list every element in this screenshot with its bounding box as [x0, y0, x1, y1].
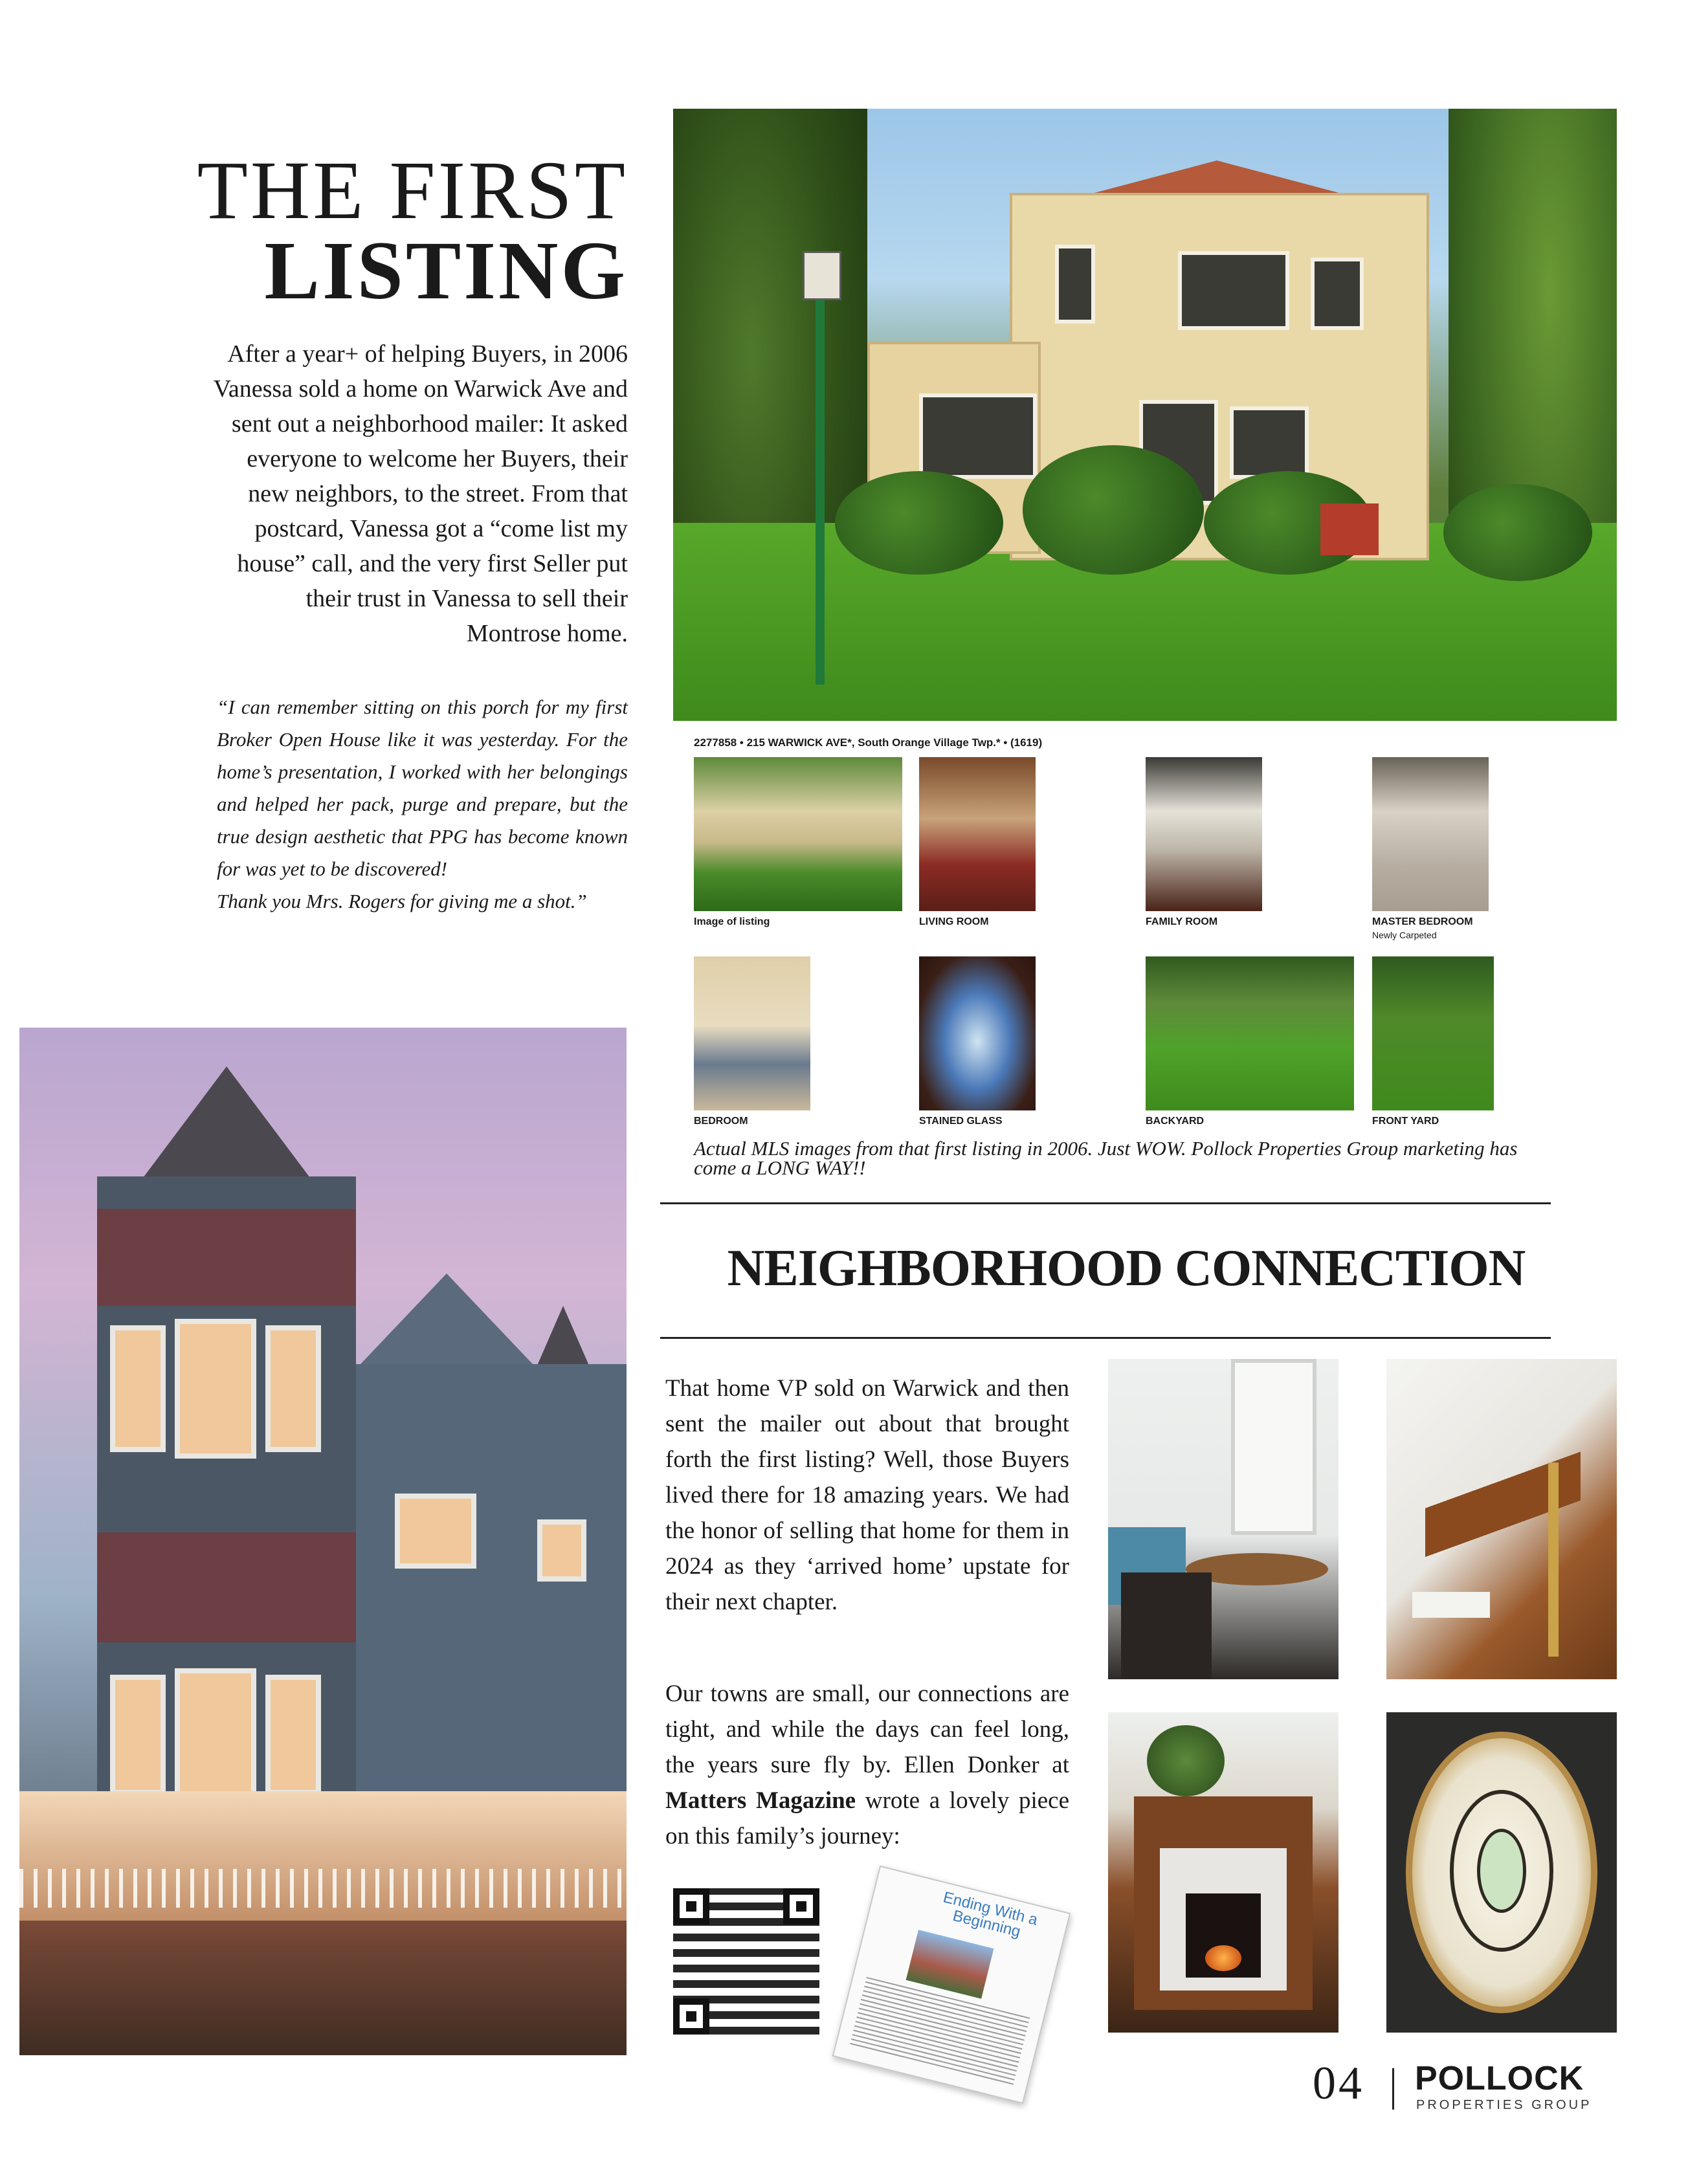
quote-text: “I can remember sitting on this porch for my first Broker Open House like it was yesterday. For the home’s presentation, I worked with her belongings and helped her pack, purge and prepare, but the true design aesthetic that PPG has become known for was yet to be discovered!	[217, 696, 628, 880]
section-rule-bottom	[660, 1337, 1551, 1339]
dining-room-photo	[1108, 1359, 1338, 1679]
mls-thumb-family-room	[1146, 757, 1262, 911]
warwick-house-photo	[673, 109, 1617, 721]
magazine-name: Matters Magazine	[665, 1787, 856, 1814]
victorian-house-photo	[19, 1028, 627, 2055]
mls-note: Actual MLS images from that first listing in 2006. Just WOW. Pollock Properties Group marketing has come a LONG WAY!!	[694, 1137, 1518, 1179]
staircase-photo	[1386, 1359, 1617, 1679]
footer-divider	[1392, 2068, 1394, 2110]
mls-thumb-master-bedroom	[1372, 757, 1489, 911]
quote-thanks: Thank you Mrs. Rogers for giving me a shot.”	[217, 890, 587, 912]
intro-paragraph: After a year+ of helping Buyers, in 2006 Vanessa sold a home on Warwick Ave and sent out a neighborhood mailer: It asked everyone to welcome her Buyers, their new neighbors, to the street. From that postcard, Vanessa got a “come list my house” call, and the very first Seller put their trust in Vanessa to sell their Montrose home.	[213, 340, 628, 647]
para2-text-before: Our towns are small, our connections are tight, and while the days can feel long, the years sure fly by. Ellen Donker at	[665, 1681, 1069, 1778]
mls-thumb-bedroom	[694, 956, 810, 1110]
mls-thumb-living-room	[919, 757, 1036, 911]
section-rule-top	[660, 1202, 1551, 1204]
title-line-1: THE FIRST	[197, 144, 628, 236]
brand-name: POLLOCK	[1415, 2060, 1584, 2097]
page-number: 04	[1313, 2057, 1364, 2109]
testimonial-quote	[217, 691, 628, 918]
fireplace-photo	[1108, 1712, 1338, 2033]
mls-caption-backyard: BACKYARD	[1146, 1116, 1205, 1127]
mls-caption-living-room: LIVING ROOM	[919, 916, 989, 927]
stained-glass-window-photo	[1386, 1712, 1617, 2033]
mls-caption-stained-glass: STAINED GLASS	[919, 1116, 1003, 1127]
mls-subcaption-master-bedroom: Newly Carpeted	[1372, 930, 1437, 940]
magazine-article-thumbnail[interactable]	[832, 1866, 1071, 2104]
neighborhood-paragraph-1: That home VP sold on Warwick and then sent the mailer out about that brought forth the first listing? Well, those Buyers lived there for 18 amazing years. We had the honor of selling that home for them in 2024 as they ‘arrived home’ upstate for their next chapter.	[665, 1375, 1069, 1615]
para2-text-after: wrote a lovely piece on this family’s journey:	[665, 1787, 1069, 1849]
qr-code[interactable]	[673, 1888, 819, 2035]
mls-header: 2277858 • 215 WARWICK AVE*, South Orange Village Twp.* • (1619)	[694, 736, 1043, 749]
mls-caption-front-yard: FRONT YARD	[1372, 1116, 1439, 1127]
mls-caption-family-room: FAMILY ROOM	[1146, 916, 1218, 927]
title-line-2: LISTING	[264, 225, 628, 316]
mls-caption-listing: Image of listing	[694, 916, 770, 927]
page-title	[91, 144, 628, 316]
mls-caption-bedroom: BEDROOM	[694, 1116, 748, 1127]
mls-thumb-front-yard	[1372, 956, 1494, 1110]
section-title: NEIGHBORHOOD CONNECTION	[727, 1240, 1526, 1297]
mls-thumb-stained-glass	[919, 956, 1036, 1110]
mls-caption-master-bedroom: MASTER BEDROOM	[1372, 916, 1473, 927]
mls-thumb-backyard	[1146, 956, 1354, 1110]
magazine-article-title: Ending With a Beginning	[941, 1888, 1039, 1941]
brand-subtitle: PROPERTIES GROUP	[1416, 2098, 1592, 2112]
neighborhood-paragraph-2	[665, 1676, 1069, 1854]
mls-thumb-listing	[694, 757, 902, 911]
